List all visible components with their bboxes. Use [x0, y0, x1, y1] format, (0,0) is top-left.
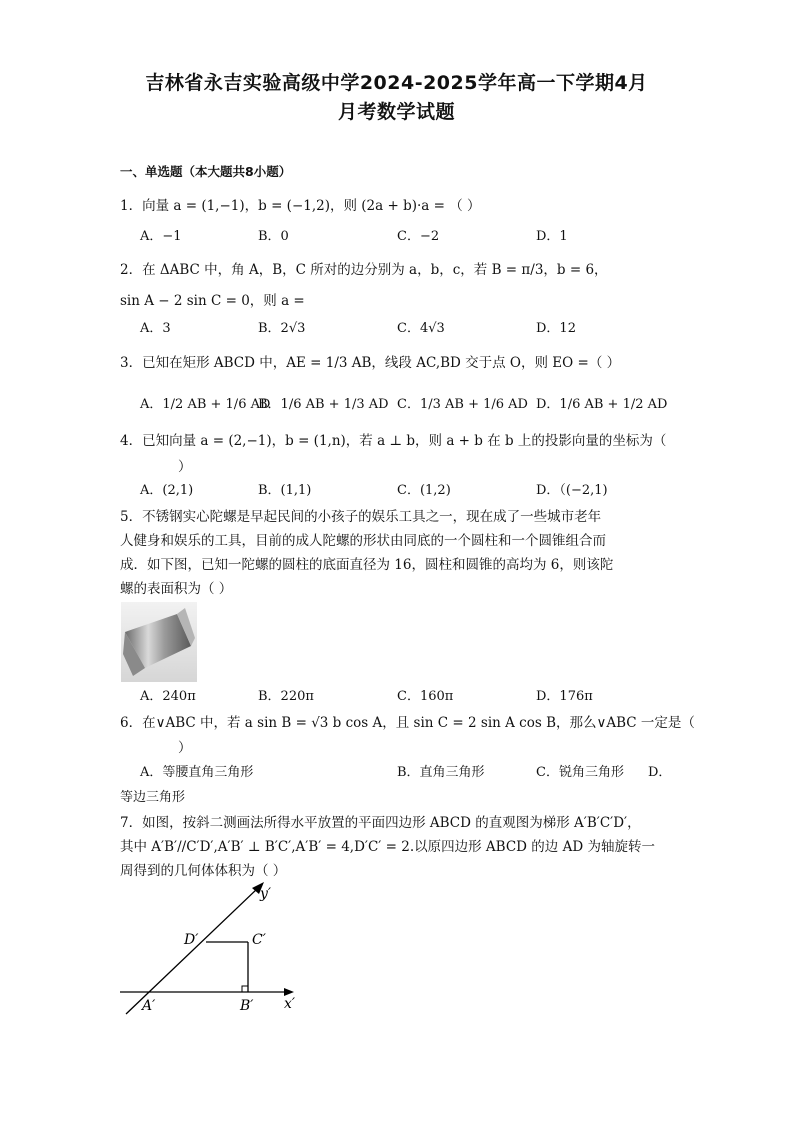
q5-line-3: 成．如下图，已知一陀螺的圆柱的底面直径为 16，圆柱和圆锥的高均为 6，则该陀: [120, 557, 614, 573]
q5-option-a: A．240π: [140, 689, 196, 704]
x-axis-arrow: [284, 988, 294, 996]
label-a: A′: [142, 998, 156, 1014]
q1-option-a: A．−1: [140, 229, 182, 244]
q7-line-2: 其中 A′B′//C′D′,A′B′ ⊥ B′C′,A′B′ = 4,D′C′ = 2.以原四边形 ABCD 的边 AD 为轴旋转一: [120, 839, 655, 855]
q6-option-a: A．等腰直角三角形: [140, 765, 254, 780]
gyro-photo: [121, 602, 197, 682]
q6-stem-1: 6．在∨ABC 中，若 a sin B = √3 b cos A，且 sin C = 2 sin A cos B，那么∨ABC 一定是（: [120, 715, 695, 731]
q6-option-d-text: 等边三角形: [120, 790, 186, 805]
q2-option-a: A．3: [140, 321, 171, 336]
q4-option-a: A．(2,1): [140, 483, 194, 498]
q4-stem-2: ）: [178, 459, 192, 475]
label-y: y′: [260, 886, 272, 902]
q5-line-1: 5．不锈钢实心陀螺是早起民间的小孩子的娱乐工具之一，现在成了一些城市老年: [120, 509, 602, 525]
gyro-image: [121, 602, 197, 682]
q6-option-d: D．: [648, 765, 672, 780]
q7-line-3: 周得到的几何体体积为（ ）: [120, 863, 287, 879]
q1-option-b: B．0: [258, 229, 289, 244]
q2-option-d: D．12: [536, 321, 576, 336]
y-axis: [126, 888, 258, 1014]
q5-option-c: C．160π: [397, 689, 454, 704]
q4-option-b: B．(1,1): [258, 483, 312, 498]
title-line-2: 月考数学试题: [337, 101, 455, 123]
q2-option-b: B．2√3: [258, 321, 306, 336]
q6-option-c: C．锐角三角形: [536, 765, 624, 780]
q7-line-1: 7．如图，按斜二测画法所得水平放置的平面四边形 ABCD 的直观图为梯形 A′B′C′D′，: [120, 815, 641, 831]
q4-stem-1: 4．已知向量 a = (2,−1)，b = (1,n)，若 a ⊥ b，则 a + b 在 b 上的投影向量的坐标为（: [120, 433, 667, 449]
q1-stem: 1．向量 a = (1,−1)，b = (−1,2)，则 (2a + b)·a = （ ）: [120, 198, 481, 214]
q5-option-b: B．220π: [258, 689, 314, 704]
q1-option-c: C．−2: [397, 229, 440, 244]
q2-stem-2: sin A − 2 sin C = 0，则 a =: [120, 293, 305, 309]
q4-option-d: D．（(−2,1): [536, 483, 608, 498]
label-x: x′: [284, 996, 296, 1012]
q3-option-d: D．1/6 AB + 1/2 AD: [536, 397, 668, 412]
title-line-1: 吉林省永吉实验高级中学2024-2025学年高一下学期4月: [145, 72, 648, 94]
q4-option-c: C．(1,2): [397, 483, 451, 498]
q5-option-d: D．176π: [536, 689, 593, 704]
label-b: B′: [240, 998, 254, 1014]
q5-line-4: 螺的表面积为（ ）: [120, 581, 233, 597]
q1-option-d: D．1: [536, 229, 568, 244]
q3-option-a: A．1/2 AB + 1/6 AD: [140, 397, 271, 412]
q3-option-b: B．1/6 AB + 1/3 AD: [258, 397, 389, 412]
trapezoid-figure: [118, 880, 308, 1020]
q6-stem-2: ）: [178, 740, 192, 756]
q3-option-c: C．1/3 AB + 1/6 AD: [397, 397, 528, 412]
q2-stem-1: 2．在 ΔABC 中，角 A，B，C 所对的边分别为 a，b，c，若 B = π/3，b = 6，: [120, 262, 608, 278]
section-heading: 一、单选题（本大题共8小题）: [120, 164, 292, 179]
q3-stem: 3．已知在矩形 ABCD 中，AE = 1/3 AB，线段 AC,BD 交于点 O，则 EO =（ ）: [120, 355, 621, 371]
q2-option-c: C．4√3: [397, 321, 445, 336]
label-d: D′: [184, 932, 199, 948]
label-c: C′: [252, 932, 266, 948]
q6-option-b: B．直角三角形: [397, 765, 485, 780]
q5-line-2: 人健身和娱乐的工具，目前的成人陀螺的形状由同底的一个圆柱和一个圆锥组合而: [120, 533, 606, 549]
right-angle-mark: [242, 986, 248, 992]
